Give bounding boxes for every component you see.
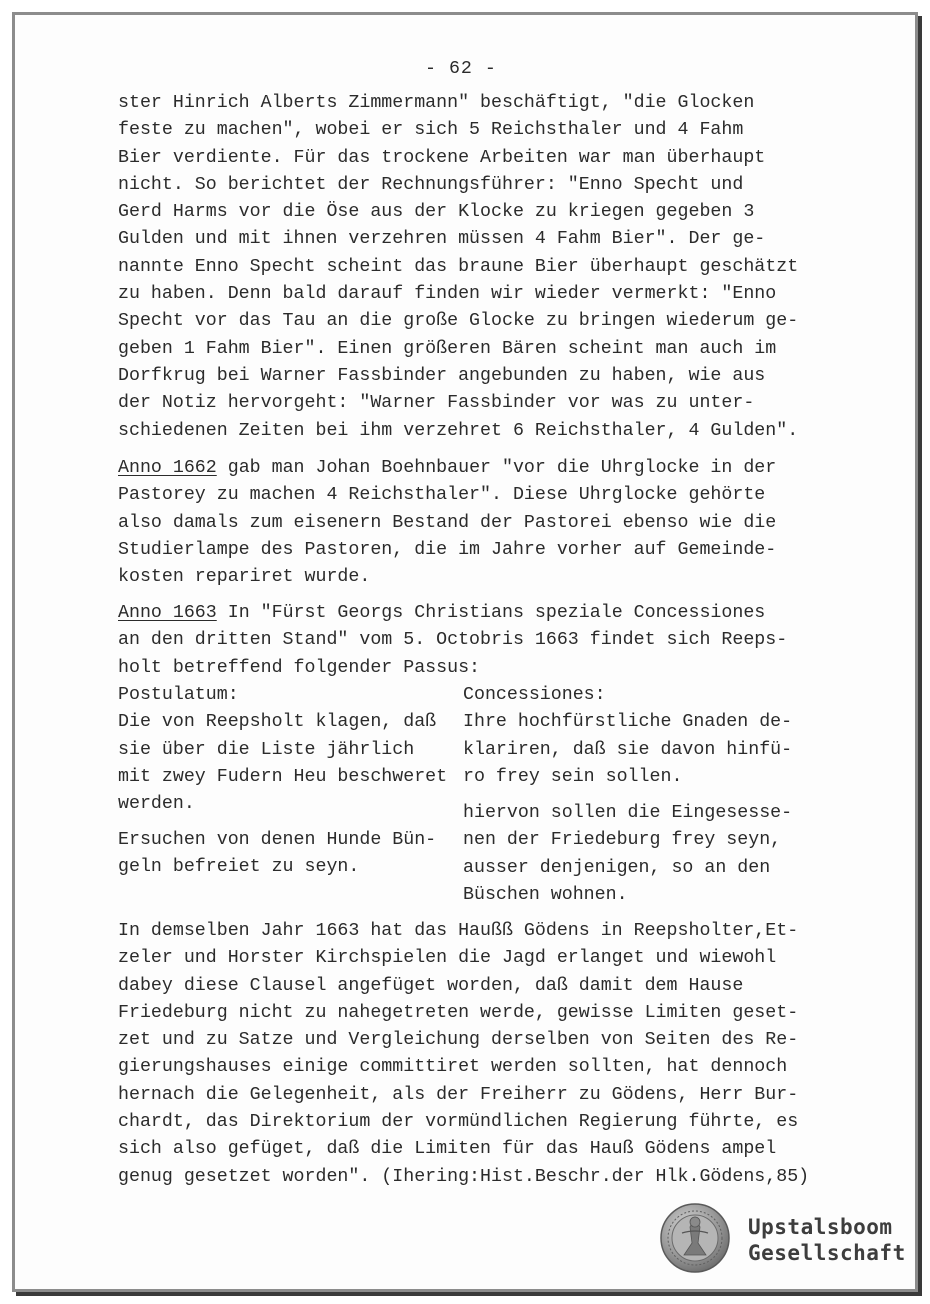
text-line [118, 600, 787, 627]
text-line: Pastorey zu machen 4 Reichsthaler". Diese Uhrglocke gehörte [118, 485, 766, 506]
paragraph-2 [118, 455, 776, 591]
text-line: also damals zum eisenern Bestand der Pastorei ebenso wie die [118, 512, 777, 533]
paragraph-4 [118, 918, 809, 1191]
text-line: Friedeburg nicht zu nahegetreten werde, gewisse Limiten geset- [118, 1002, 799, 1023]
text-line: sie über die Liste jährlich [118, 739, 415, 760]
text-line: der Notiz hervorgeht: "Warner Fassbinder vor was zu unter- [118, 393, 755, 414]
text-line: zu haben. Denn bald darauf finden wir wieder vermerkt: "Enno [118, 284, 777, 305]
column-heading-concessiones: Concessiones: [463, 685, 606, 705]
text-line: Gerd Harms vor die Öse aus der Klocke zu kriegen gegeben 3 [118, 202, 755, 223]
text-line: genug gesetzet worden". (Ihering:Hist.Beschr.der Hlk.Gödens,85) [118, 1166, 810, 1187]
text-line: dabey diese Clausel angefüget worden, daß damit dem Hause [118, 975, 744, 996]
logo-line-2: Gesellschaft [748, 1241, 906, 1265]
text-line: Ihre hochfürstliche Gnaden de- [463, 712, 793, 733]
seal-icon [660, 1203, 730, 1273]
column-left [118, 682, 447, 818]
text-line: Ersuchen von denen Hunde Bün- [118, 830, 437, 850]
text-line: zeler und Horster Kirchspielen die Jagd erlanget und wiewohl [118, 948, 777, 969]
text-line: nicht. So berichtet der Rechnungsführer: "Enno Specht und [118, 174, 744, 195]
paragraph-3 [118, 600, 787, 682]
text-line: Büschen wohnen. [463, 884, 628, 905]
logo-line-1: Upstalsboom [748, 1215, 893, 1239]
text-line: Dorfkrug bei Warner Fassbinder angebunden zu haben, wie aus [118, 365, 766, 386]
text-line: sich also gefüget, daß die Limiten für das Hauß Gödens ampel [118, 1139, 777, 1160]
text-line-rest: In "Fürst Georgs Christians speziale Concessiones [216, 603, 766, 623]
text-line: Specht vor das Tau an die große Glocke zu bringen wiederum ge- [118, 311, 799, 332]
year-label-1662: Anno 1662 [118, 458, 217, 478]
text-line: hernach die Gelegenheit, als der Freiherr zu Gödens, Herr Bur- [118, 1084, 799, 1105]
column-right [463, 682, 792, 791]
text-line: nen der Friedeburg frey seyn, [463, 830, 782, 851]
text-line [118, 455, 776, 482]
text-line: holt betreffend folgender Passus: [118, 657, 481, 678]
text-line: geln befreiet zu seyn. [118, 857, 360, 878]
text-line: ro frey sein sollen. [463, 766, 683, 787]
text-line: nannte Enno Specht scheint das braune Bier überhaupt geschätzt [118, 256, 799, 277]
text-line: ausser denjenigen, so an den [463, 857, 771, 878]
text-line: zet und zu Satze und Vergleichung derselben von Seiten des Re- [118, 1030, 799, 1051]
text-line: Bier verdiente. Für das trockene Arbeiten war man überhaupt [118, 147, 766, 168]
text-line: chardt, das Direktorium der vormündlichen Regierung führte, es [118, 1112, 799, 1133]
column-right-entry-2 [463, 800, 792, 909]
text-line: In demselben Jahr 1663 hat das Haußß Gödens in Reepsholter,Et- [118, 921, 799, 941]
text-line: kosten repariret wurde. [118, 567, 371, 588]
text-line: schiedenen Zeiten bei ihm verzehret 6 Reichsthaler, 4 Gulden". [118, 420, 799, 441]
text-line: werden. [118, 794, 195, 815]
text-line: Die von Reepsholt klagen, daß [118, 712, 437, 733]
column-left-entry-2 [118, 827, 436, 882]
text-line: ster Hinrich Alberts Zimmermann" beschäftigt, "die Glocken [118, 93, 755, 113]
text-line: feste zu machen", wobei er sich 5 Reichsthaler und 4 Fahm [118, 120, 744, 141]
column-heading-postulatum: Postulatum: [118, 685, 239, 705]
text-line: an den dritten Stand" vom 5. Octobris 1663 findet sich Reeps- [118, 630, 788, 651]
text-line: Studierlampe des Pastoren, die im Jahre vorher auf Gemeinde- [118, 539, 777, 560]
text-line-rest: gab man Johan Boehnbauer "vor die Uhrglocke in der [216, 458, 777, 478]
text-line: geben 1 Fahm Bier". Einen größeren Bären scheint man auch im [118, 338, 777, 359]
year-label-1663: Anno 1663 [118, 603, 217, 623]
paragraph-1 [118, 90, 798, 445]
page-number: - 62 - [425, 59, 497, 79]
text-line: klariren, daß sie davon hinfü- [463, 739, 793, 760]
text-line: hiervon sollen die Eingesesse- [463, 803, 793, 823]
text-line: mit zwey Fudern Heu beschweret [118, 766, 448, 787]
text-line: Gulden und mit ihnen verzehren müssen 4 Fahm Bier". Der ge- [118, 229, 766, 250]
text-line: gierungshauses einige committiret werden sollten, hat dennoch [118, 1057, 788, 1078]
logo-text [748, 1214, 906, 1266]
